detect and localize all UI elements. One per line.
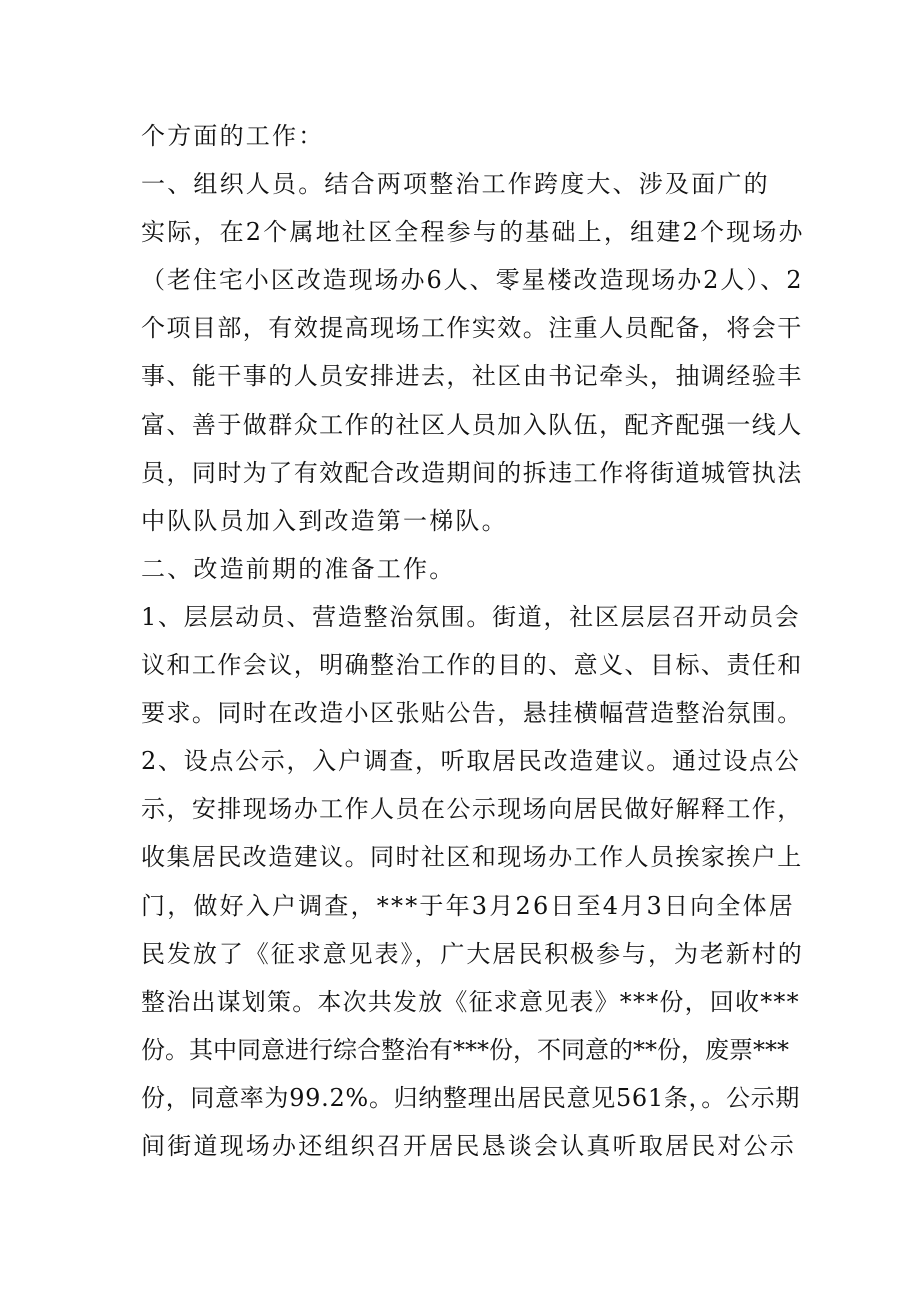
text-line-3: 实际，在2个属地社区全程参与的基础上，组建2个现场办 — [141, 218, 805, 247]
text-line-6: 事、能干事的人员安排进去，社区由书记牵头，抽调经验丰 — [141, 362, 803, 391]
text-line-20: 份。其中同意进行综合整治有***份，不同意的**份，废票*** — [141, 1035, 789, 1064]
text-line-17: 门，做好入户调查，***于年3月26日至4月3日向全体居 — [141, 891, 795, 920]
text-line-13: 要求。同时在改造小区张贴公告，悬挂横幅营造整治氛围。 — [141, 699, 803, 728]
text-line-22: 间街道现场办还组织召开居民恳谈会认真听取居民对公示 — [141, 1131, 796, 1160]
text-line-2: 一、组织人员。结合两项整治工作跨度大、涉及面广的 — [141, 170, 770, 199]
body-text — [141, 112, 806, 1170]
text-line-8: 员，同时为了有效配合改造期间的拆违工作将街道城管执法 — [141, 458, 803, 487]
text-line-4: （老住宅小区改造现场办6人、零星楼改造现场办2人）、2 — [141, 266, 804, 295]
text-line-14: 2、设点公示，入户调查，听取居民改造建议。通过设点公 — [141, 747, 801, 776]
text-line-16: 收集居民改造建议。同时社区和现场办工作人员挨家挨户上 — [141, 843, 803, 872]
text-line-1: 个方面的工作： — [141, 122, 325, 150]
text-line-9: 中队队员加入到改造第一梯队。 — [141, 506, 508, 535]
text-line-12: 议和工作会议，明确整治工作的目的、意义、目标、责任和 — [141, 651, 803, 680]
text-line-21: 份，同意率为99.2%。归纳整理出居民意见561条，。公示期 — [141, 1083, 801, 1112]
text-line-15: 示，安排现场办工作人员在公示现场向居民做好解释工作， — [141, 795, 803, 824]
text-line-11: 1、层层动员、营造整治氛围。街道，社区层层召开动员会 — [141, 602, 801, 631]
text-line-5: 个项目部，有效提高现场工作实效。注重人员配备，将会干 — [141, 314, 803, 343]
text-line-10: 二、改造前期的准备工作。 — [141, 554, 456, 583]
text-line-19: 整治出谋划策。本次共发放《征求意见表》***份，回收*** — [141, 987, 800, 1016]
text-line-18: 民发放了《征求意见表》，广大居民积极参与，为老新村的 — [141, 939, 804, 968]
text-line-7: 富、善于做群众工作的社区人员加入队伍，配齐配强一线人 — [141, 410, 803, 439]
